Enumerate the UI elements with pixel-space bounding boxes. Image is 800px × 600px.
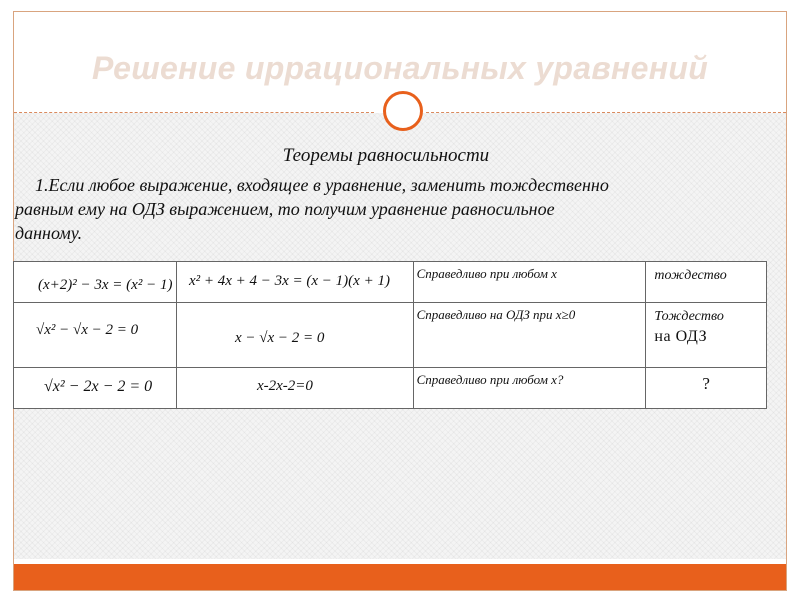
bottom-accent-bar	[14, 564, 786, 590]
condition-cell	[413, 303, 646, 368]
equation: √x² − 2x − 2 = 0	[44, 378, 153, 395]
transformed-cell	[176, 303, 413, 368]
circle-ornament-icon	[383, 91, 423, 131]
slide-title: Решение иррациональных уравнений	[91, 50, 709, 86]
result-line-2: на ОДЗ	[654, 328, 708, 345]
equation: √x² − √x − 2 = 0	[36, 322, 139, 338]
result-cell	[646, 368, 767, 409]
section-heading: Теоремы равносильности	[282, 145, 490, 166]
divider-right	[426, 112, 786, 113]
table-row	[14, 303, 767, 368]
condition-cell	[413, 368, 646, 409]
condition: Справедливо на ОДЗ при x≥0	[416, 307, 576, 322]
equation-cell	[14, 368, 177, 409]
transformed-cell	[176, 368, 413, 409]
table-row	[14, 368, 767, 409]
condition: Справедливо при любом x?	[416, 372, 564, 387]
equation-cell	[14, 262, 177, 303]
result-cell	[646, 262, 767, 303]
examples-table	[13, 261, 767, 409]
divider-left	[14, 112, 374, 113]
transformed-equation: x − √x − 2 = 0	[234, 330, 325, 346]
condition: Справедливо при любом x	[416, 266, 557, 281]
theorem-line-2: равным ему на ОДЗ выражением, то получим уравнение равносильное	[15, 199, 555, 219]
theorem-line-1: 1.Если любое выражение, входящее в уравнение, заменить тождественно	[35, 175, 609, 195]
transformed-cell	[176, 262, 413, 303]
table-row	[14, 262, 767, 303]
equation: (x+2)² − 3x = (x² − 1)	[38, 277, 173, 293]
theorem-line-3: данному.	[15, 223, 83, 243]
condition-cell	[413, 262, 646, 303]
result-cell	[646, 303, 767, 368]
result: ?	[702, 374, 710, 393]
result-line-1: Тождество	[654, 309, 724, 324]
result-text	[646, 303, 766, 352]
transformed-equation: x-2x-2=0	[256, 378, 313, 394]
equation-cell	[14, 303, 177, 368]
result: тождество	[654, 268, 727, 283]
transformed-equation: x² + 4x + 4 − 3x = (x − 1)(x + 1)	[188, 273, 390, 289]
theorem-text	[15, 173, 755, 245]
